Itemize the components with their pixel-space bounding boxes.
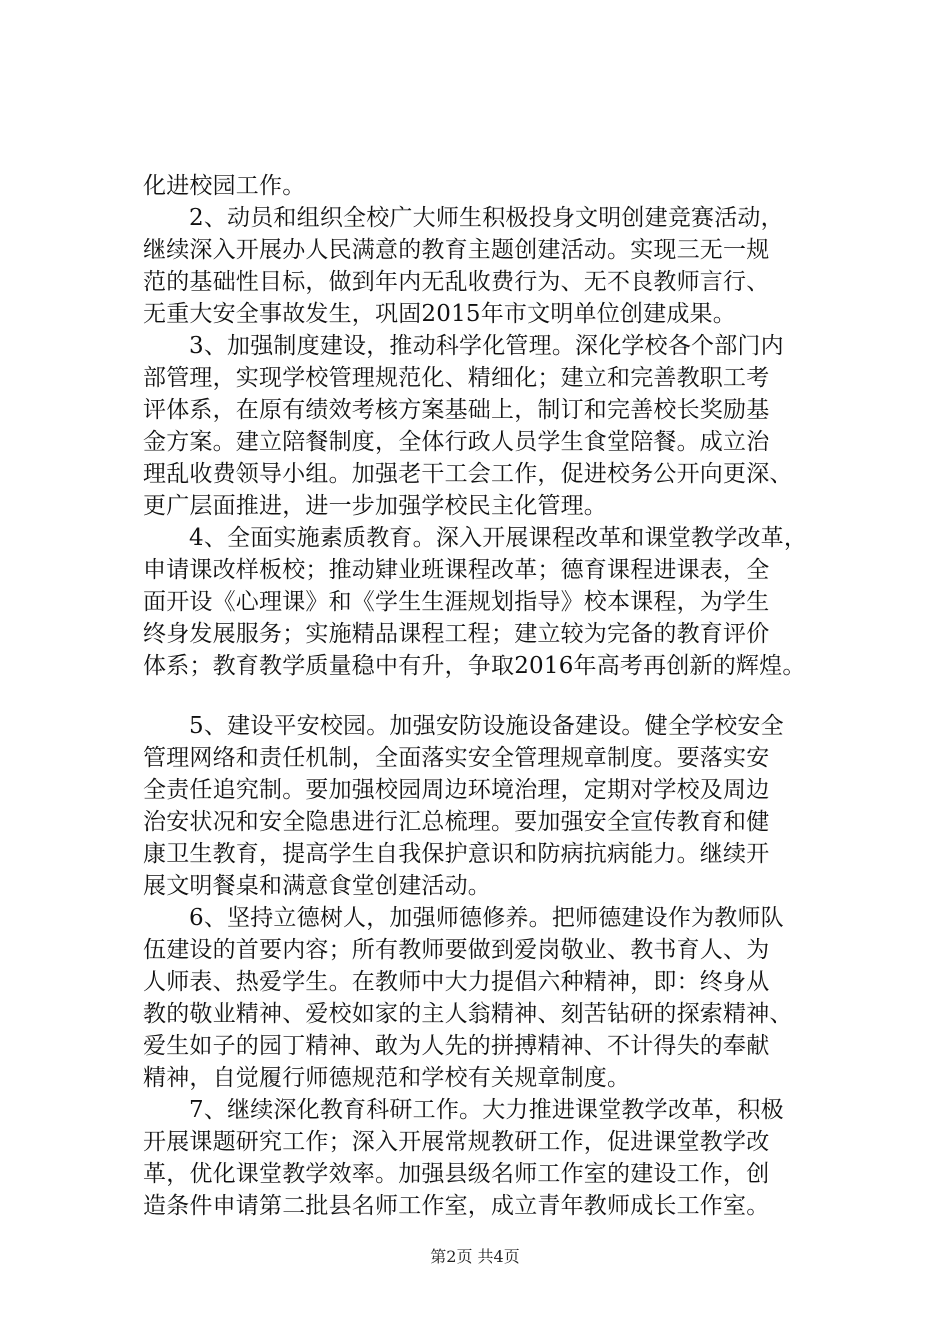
- text-line: 继续深入开展办人民满意的教育主题创建活动。实现三无一规: [143, 237, 770, 263]
- text-line: 理乱收费领导小组。加强老干工会工作，促进校务公开向更深、: [143, 461, 793, 487]
- text-line: 评体系，在原有绩效考核方案基础上，制订和完善校长奖励基: [143, 397, 770, 423]
- text-line: 开展课题研究工作；深入开展常规教研工作，促进课堂教学改: [143, 1129, 770, 1155]
- text-line: 2、动员和组织全校广大师生积极投身文明创建竞赛活动，: [189, 205, 784, 231]
- text-line: 3、加强制度建设，推动科学化管理。深化学校各个部门内: [189, 333, 784, 359]
- text-line: 人师表、热爱学生。在教师中大力提倡六种精神，即：终身从: [143, 969, 770, 995]
- text-line: 范的基础性目标，做到年内无乱收费行为、无不良教师言行、: [143, 269, 770, 295]
- text-line: 爱生如子的园丁精神、敢为人先的拼搏精神、不计得失的奉献: [143, 1033, 770, 1059]
- text-line: 6、坚持立德树人，加强师德修养。把师德建设作为教师队: [189, 905, 784, 931]
- page-number-label: 第2页 共4页: [430, 1247, 520, 1266]
- text-line: 部管理，实现学校管理规范化、精细化；建立和完善教职工考: [143, 365, 770, 391]
- text-line: 化进校园工作。: [143, 173, 306, 199]
- text-line: 面开设《心理课》和《学生生涯规划指导》校本课程，为学生: [143, 589, 770, 615]
- text-line: 终身发展服务；实施精品课程工程；建立较为完备的教育评价: [143, 621, 770, 647]
- document-body: [143, 170, 833, 1222]
- page-footer: [0, 1247, 950, 1267]
- text-line: 金方案。建立陪餐制度，全体行政人员学生食堂陪餐。成立治: [143, 429, 770, 455]
- text-line: 革，优化课堂教学效率。加强县级名师工作室的建设工作，创: [143, 1161, 770, 1187]
- text-line: 更广层面推进，进一步加强学校民主化管理。: [143, 493, 607, 519]
- text-line: 康卫生教育，提高学生自我保护意识和防病抗病能力。继续开: [143, 841, 770, 867]
- text-line: 4、全面实施素质教育。深入开展课程改革和课堂教学改革，: [189, 525, 808, 551]
- text-line: 展文明餐桌和满意食堂创建活动。: [143, 873, 491, 899]
- text-line: 全责任追究制。要加强校园周边环境治理，定期对学校及周边: [143, 777, 770, 803]
- text-line: 造条件申请第二批县名师工作室，成立青年教师成长工作室。: [143, 1193, 770, 1219]
- text-line: 治安状况和安全隐患进行汇总梳理。要加强安全宣传教育和健: [143, 809, 770, 835]
- text-line: 5、建设平安校园。加强安防设施设备建设。健全学校安全: [189, 713, 784, 739]
- paragraph-gap: [143, 682, 833, 710]
- text-line: 体系；教育教学质量稳中有升，争取2016年高考再创新的辉煌。: [143, 653, 806, 679]
- text-line: 申请课改样板校；推动肄业班课程改革；德育课程进课表，全: [143, 557, 770, 583]
- text-line: 伍建设的首要内容；所有教师要做到爱岗敬业、教书育人、为: [143, 937, 770, 963]
- text-line: 精神，自觉履行师德规范和学校有关规章制度。: [143, 1065, 631, 1091]
- text-line: 7、继续深化教育科研工作。大力推进课堂教学改革，积极: [189, 1097, 784, 1123]
- text-line: 无重大安全事故发生，巩固2015年市文明单位创建成果。: [143, 301, 736, 327]
- text-line: 教的敬业精神、爱校如家的主人翁精神、刻苦钻研的探索精神、: [143, 1001, 793, 1027]
- text-line: 管理网络和责任机制，全面落实安全管理规章制度。要落实安: [143, 745, 770, 771]
